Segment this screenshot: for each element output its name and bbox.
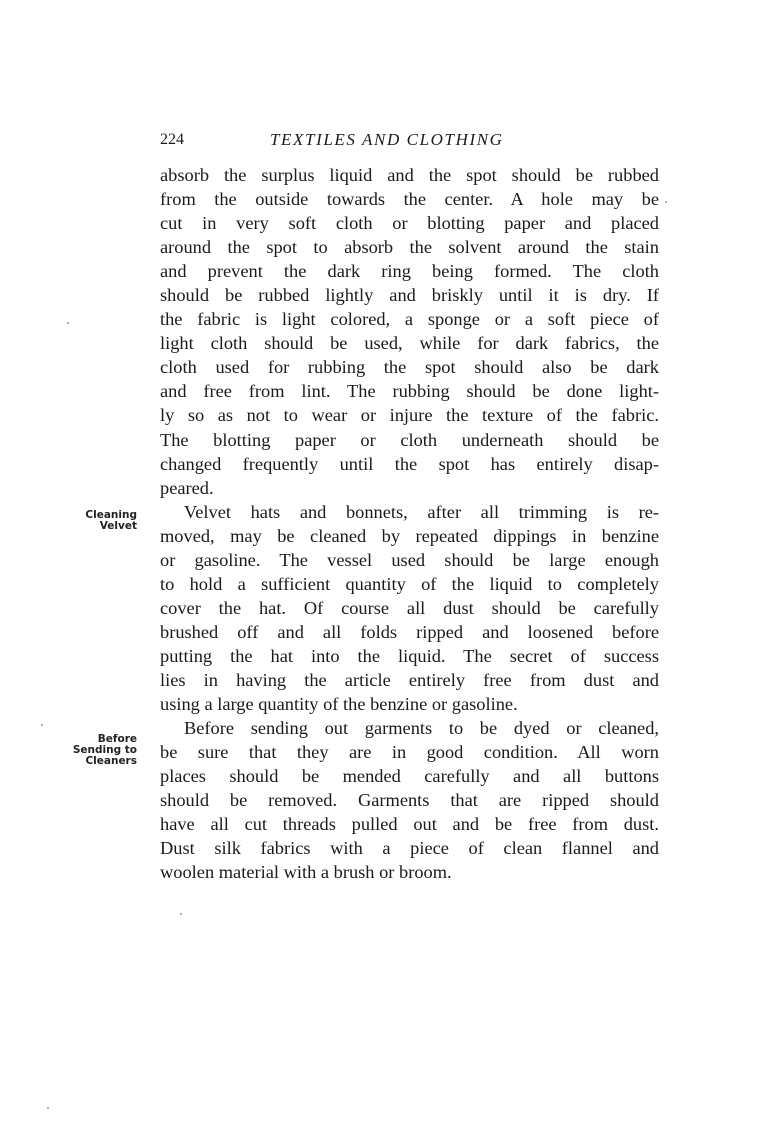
page-header xyxy=(160,128,660,152)
paragraph xyxy=(160,500,659,716)
text-line: from the outside towards the center. A hole may be xyxy=(160,189,659,210)
text-line: cover the hat. Of course all dust should be carefully xyxy=(160,597,659,618)
text-line: Before sending out garments to be dyed or cleaned, xyxy=(184,718,659,739)
text-line: and prevent the dark ring being formed. The cloth xyxy=(160,261,659,282)
text-line: have all cut threads pulled out and be free from dust. xyxy=(160,814,659,835)
text-line: cloth used for rubbing the spot should also be dark xyxy=(160,357,659,378)
sidenote-line: Before xyxy=(97,733,137,745)
text-line: or gasoline. The vessel used should be large enough xyxy=(160,549,659,570)
text-line: around the spot to absorb the solvent around the stain xyxy=(160,237,659,258)
sidenote-cleaning-velvet xyxy=(85,510,137,532)
text-line: should be removed. Garments that are ripped should xyxy=(160,790,659,811)
sidenote-line: Velvet xyxy=(99,520,137,532)
text-line: absorb the surplus liquid and the spot should be rubbed xyxy=(160,165,659,185)
sidenote-line: Sending to xyxy=(72,744,137,756)
text-line: Velvet hats and bonnets, after all trimming is re- xyxy=(184,501,659,522)
page-number: 224 xyxy=(160,131,184,148)
text-line: places should be mended carefully and all buttons xyxy=(160,766,659,787)
text-line: using a large quantity of the benzine or gasoline. xyxy=(160,694,518,715)
paragraph xyxy=(160,716,659,884)
text-line: putting the hat into the liquid. The secret of success xyxy=(160,645,659,666)
sidenote-before-sending xyxy=(73,734,137,767)
text-line: cut in very soft cloth or blotting paper and placed xyxy=(160,213,659,234)
text-line: woolen material with a brush or broom. xyxy=(160,862,452,883)
text-line: changed frequently until the spot has entirely disap- xyxy=(160,453,659,474)
paper-speck xyxy=(41,724,43,726)
text-line: the fabric is light colored, a sponge or a soft piece of xyxy=(160,309,659,330)
text-line: peared. xyxy=(160,477,214,498)
text-line: ly so as not to wear or injure the texture of the fabric. xyxy=(160,405,659,426)
sidenote-line: Cleaners xyxy=(85,755,137,767)
paper-speck xyxy=(665,201,667,203)
running-head: TEXTILES AND CLOTHING xyxy=(270,130,504,149)
paper-speck xyxy=(67,322,69,324)
paper-speck xyxy=(180,913,182,915)
text-line: Dust silk fabrics with a piece of clean flannel and xyxy=(160,838,659,859)
text-line: to hold a sufficient quantity of the liquid to completely xyxy=(160,573,659,594)
text-line: should be rubbed lightly and briskly until it is dry. If xyxy=(160,285,659,306)
body-text xyxy=(160,163,659,884)
text-line: brushed off and all folds ripped and loosened before xyxy=(160,621,659,642)
sidenote-line: Cleaning xyxy=(85,509,137,521)
paper-speck xyxy=(47,1107,49,1109)
text-line: light cloth should be used, while for dark fabrics, the xyxy=(160,333,659,354)
text-line: and free from lint. The rubbing should be done light- xyxy=(160,381,659,402)
text-line: moved, may be cleaned by repeated dippings in benzine xyxy=(160,525,659,546)
paragraph xyxy=(160,163,659,500)
text-line: The blotting paper or cloth underneath should be xyxy=(160,429,659,450)
text-line: lies in having the article entirely free from dust and xyxy=(160,669,659,690)
text-line: be sure that they are in good condition. All worn xyxy=(160,742,659,763)
